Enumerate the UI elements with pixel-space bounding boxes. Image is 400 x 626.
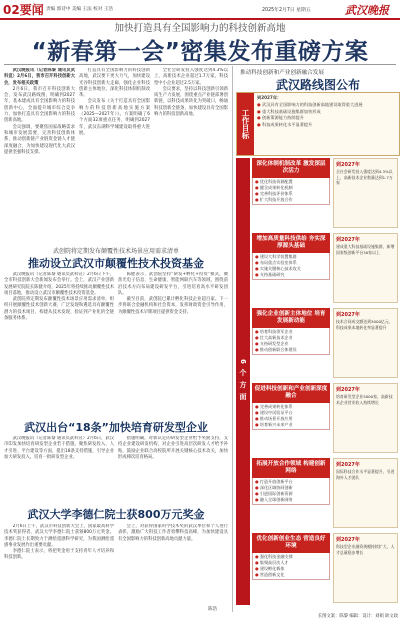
section-label: 02要闻 bbox=[3, 3, 44, 17]
category-items bbox=[252, 253, 330, 280]
category-items bbox=[252, 553, 330, 580]
category-title: 增加高质量科技供给 夯实深厚源头基础 bbox=[252, 233, 330, 253]
work-goals-box bbox=[236, 92, 400, 156]
category-item: 支持基础研究 bbox=[259, 272, 285, 278]
article2-kicker: 武创院将定期发布颠覆性技术场景应用需求清单 bbox=[52, 248, 179, 255]
category-item: 建设中试验证平台 bbox=[259, 410, 293, 416]
article1-byline: 武汉晚报讯（记者陈黎 通讯员武科宣）2月6日，我市召开科技创新大会，发布相关政策 bbox=[4, 68, 75, 86]
bullet-icon: ● bbox=[255, 266, 260, 272]
article4-credit: 陈浩 bbox=[208, 607, 218, 612]
category-block bbox=[252, 308, 330, 355]
bullet-icon: ● bbox=[255, 404, 260, 409]
category-item: 强化科技金融支撑 bbox=[259, 554, 293, 559]
bullet-icon: ● bbox=[255, 416, 260, 422]
article1-paragraph: 全社会研发投入强度达到4.3%以上，高新技术企业超过1.7万家，科技型中小企业超过2.5万家。 bbox=[154, 68, 228, 86]
year-target-box bbox=[333, 458, 398, 528]
article1-column-2 bbox=[79, 68, 150, 243]
year-target-box bbox=[333, 233, 398, 303]
category-item: 优化科技资源配置 bbox=[259, 179, 293, 184]
category-item: 扩大科技开放合作 bbox=[259, 197, 293, 203]
category-items bbox=[252, 328, 330, 355]
article1-paragraph: 2月6日，我市召开科技创新大会，发布武汉路线图，明确到2027年，基本建成具有全国影响力的科技创新中心，全面提升城市综合竞争力，加快打造具有全国影响力的科技创新高地。 bbox=[4, 86, 75, 124]
year-target-text: 培育研发型企业5000家，高新技术企业营业收入持续增长 bbox=[336, 394, 393, 405]
category-items bbox=[252, 478, 330, 505]
category-items bbox=[252, 403, 330, 430]
year-target-year: 到2027年 bbox=[336, 312, 360, 318]
category-item: 培育新兴未来产业 bbox=[259, 422, 293, 428]
bullet-icon: ● bbox=[257, 102, 262, 107]
category-title: 优化创新创业生态 营造良好环境 bbox=[252, 533, 330, 553]
category-title: 深化体制机制改革 激发深层次活力 bbox=[252, 158, 330, 178]
article1-paragraph: 会议发布《关于打造具有全国影响力的科技创新高地实施方案（2025—2027年）》。方案明确了6个方面32项重点任务，明确到2027年，武汉东湖科学城建设取得重大进展。 bbox=[79, 99, 150, 136]
article3-column-2 bbox=[118, 436, 228, 504]
year-target-text: 科技型企业融资规模持续扩大，人才总量稳步增长 bbox=[336, 544, 395, 555]
article2-paragraph: 武创院将定期发布颠覆性技术场景应用需求清单，组织开展颠覆性技术创新大赛，广泛发现和遴选具有颠覆性潜力的技术项目，构建从技术发现、验证到产业化的全链条服务体系。 bbox=[4, 297, 114, 322]
category-item: 建设孵化载体 bbox=[259, 566, 285, 572]
goal-item: ● 科技成果转化水平显著提升 bbox=[257, 121, 313, 127]
roadmap-title: 武汉路线图公布 bbox=[275, 78, 360, 92]
bullet-icon: ● bbox=[255, 560, 260, 566]
six-aspects-label: 6个方面 bbox=[236, 158, 250, 605]
bullet-icon: ● bbox=[257, 121, 262, 127]
category-item: 健全成果转化机制 bbox=[259, 185, 293, 191]
category-title: 强化企业创新主体地位 培育发展新动能 bbox=[252, 308, 330, 328]
category-item: 融入全球创新网络 bbox=[259, 497, 293, 503]
article2-column-2 bbox=[118, 272, 228, 414]
category-item: 推动创新联合体建设 bbox=[259, 347, 297, 353]
article3-paragraph: 武汉晚报讯（记者陈黎 通讯员武科宣）2月6日，武汉市印发加快培育研发型企业若干措施，聚焦研发投入、人才引进、平台建设等方面，提出18条支持措施，引导企业加大研发投入，培育一批研发型企业。 bbox=[4, 436, 114, 460]
graphic-credits: 长图文案：陈黎 编辑：设计：刘娟 耿文政 bbox=[317, 614, 398, 619]
roadmap-kicker: 推动科技创新和产业创新融合发展 bbox=[240, 70, 324, 76]
bullet-icon: ● bbox=[255, 179, 260, 184]
category-item: 实施关键核心技术攻关 bbox=[259, 266, 301, 272]
year-target-year: 到2027年 bbox=[336, 537, 360, 543]
article4-column-2 bbox=[118, 524, 228, 602]
category-item: 培育科技领军企业 bbox=[259, 329, 293, 334]
article1-paragraph: 打造具有全国影响力的科技创新高地，武汉要下更大力气，加快建设光谷科技创新大走廊，强化企业科技创新主体地位，深化科技体制机制改革。 bbox=[79, 68, 150, 99]
newspaper-logo: 武汉晚报 bbox=[345, 4, 389, 17]
bullet-icon: ● bbox=[255, 335, 260, 341]
bullet-icon: ● bbox=[257, 108, 262, 114]
category-items bbox=[252, 178, 330, 205]
year-target-box bbox=[333, 308, 398, 378]
article3-column-1 bbox=[4, 436, 114, 504]
bullet-icon: ● bbox=[255, 422, 260, 428]
year-target-year: 到2027年 bbox=[336, 162, 360, 168]
article4-column-1 bbox=[4, 524, 114, 616]
bullet-icon: ● bbox=[255, 254, 260, 259]
article2-title: 推动设立武汉市颠覆性技术投资基金 bbox=[28, 257, 204, 270]
category-item: 完善成果转化体系 bbox=[259, 404, 293, 409]
work-goals-list bbox=[257, 102, 397, 128]
issue-date: 2025年2月7日 星期五 bbox=[262, 8, 311, 13]
category-block bbox=[252, 233, 330, 280]
year-target-box bbox=[333, 533, 398, 603]
year-target-text: 国际科技合作水平显著提升，引进海外人才团队 bbox=[336, 469, 395, 480]
year-target-box bbox=[333, 158, 398, 228]
bullet-icon: ● bbox=[255, 479, 260, 484]
article3-title: 武汉出台“18条”加快培育研发型企业 bbox=[24, 421, 208, 434]
bullet-icon: ● bbox=[255, 260, 260, 266]
goal-item: ● 创新策源能力持续提升 bbox=[257, 115, 304, 121]
editor-credits: 责编 郭诗中 美编 王法 校对 王浩 bbox=[46, 7, 114, 12]
year-target-text: 建成重大科技基础设施集群，新增国家级创新平台30家以上 bbox=[336, 244, 395, 255]
category-item: 引进国际创新资源 bbox=[259, 491, 293, 497]
goal-item: ● 武汉具有全国影响力的科技创新高地建设取得重大进展 bbox=[257, 102, 363, 107]
bullet-icon: ● bbox=[255, 185, 260, 191]
category-item: 营造创新文化 bbox=[259, 572, 285, 578]
year-target-text: 全社会研发投入强度达到4.3%以上，高新技术企业数量达到1.7万家 bbox=[336, 169, 393, 186]
article4-paragraph: 2月6日上午，武汉市科技创新大会上，国家最高科学技术奖获得者、武汉大学李德仁院士获颁800万元奖金。李德仁院士长期致力于测绘遥感科学研究，为我国测绘遥感事业发展作出重要贡献。 bbox=[4, 524, 114, 548]
article2-column-1 bbox=[4, 272, 114, 414]
main-subhead: 加快打造具有全国影响力的科技创新高地 bbox=[114, 23, 286, 34]
category-item: 集聚高层次人才 bbox=[259, 560, 289, 566]
bullet-icon: ● bbox=[255, 497, 260, 503]
year-target-box bbox=[333, 383, 398, 453]
category-item: 深化区域协同创新 bbox=[259, 485, 293, 491]
bullet-icon: ● bbox=[255, 272, 260, 278]
category-item: 推动场景开放应用 bbox=[259, 416, 293, 422]
bullet-icon: ● bbox=[255, 554, 260, 559]
work-goals-label: 工作目标 bbox=[237, 93, 254, 155]
bullet-icon: ● bbox=[255, 410, 260, 416]
article2-paragraph: 截至目前，武创院已累计孵化科技企业超百家。下一步将联合金融机构和社会资本，发挥财政资金引导作用，为颠覆性技术早期项目提供资金支持。 bbox=[118, 297, 228, 315]
column-divider bbox=[232, 66, 233, 612]
year-target-text: 技术合同成交额达到3000亿元，科技成果本地转化率显著提升 bbox=[336, 319, 393, 330]
category-block bbox=[252, 383, 330, 430]
article4-paragraph: 会上，对获得国家科学技术奖的武汉单位和个人进行表彰，激励广大科技工作者勇攀科技高峰，为加快建设具有全国影响力的科技创新高地贡献力量。 bbox=[118, 524, 228, 542]
bullet-icon: ● bbox=[255, 191, 260, 197]
article4-paragraph: 李德仁院士表示，将把奖金用于支持青年人才培养和科技创新。 bbox=[4, 549, 114, 561]
article2-paragraph: 武汉晚报讯（记者陈黎 通讯员武科宣）2月6日下午，全市科技创新大会新闻发布会举行。会上，武汉产业创新发展研究院院长陈健介绍，2025年将持续推动颠覆性技术项目落地，推动设立武汉市颠覆性技术投资基金。 bbox=[4, 272, 114, 296]
category-item: 支持研发型企业 bbox=[259, 341, 289, 347]
year-target-year: 到2027年 bbox=[336, 462, 360, 468]
article1-paragraph: 会议强调，要聚焦国家战略需求和城市发展需要，完善科技创新体系，推动创新链产业链资金链人才链深度融合，为加快建设现代化大武汉提供坚强科技支撑。 bbox=[4, 124, 75, 155]
article2-paragraph: 陈健表示，武创院坚持“研发+孵化+投资”模式，聚焦光电子信息、生命健康、智能网联汽车等领域，围绕前沿技术方向布局建设研发平台，引进培育高水平研发团队。 bbox=[118, 272, 228, 296]
bullet-icon: ● bbox=[255, 341, 260, 347]
bullet-icon: ● bbox=[255, 197, 260, 203]
bullet-icon: ● bbox=[255, 572, 260, 578]
bullet-icon: ● bbox=[255, 485, 260, 491]
article1-column-3 bbox=[154, 68, 228, 243]
category-block bbox=[252, 533, 330, 580]
category-item: 建设大科学装置集群 bbox=[259, 254, 297, 259]
main-headline: “新春第一会”密集发布重磅方案 bbox=[31, 39, 369, 65]
masthead bbox=[0, 0, 400, 20]
category-title: 拓展开放合作领域 构建创新网络 bbox=[252, 458, 330, 478]
bullet-icon: ● bbox=[255, 329, 260, 334]
category-title: 促进科技创新和产业创新深度融合 bbox=[252, 383, 330, 403]
category-block bbox=[252, 458, 330, 505]
bullet-icon: ● bbox=[257, 115, 262, 121]
year-target-year: 到2027年 bbox=[336, 237, 360, 243]
article1-paragraph: 会议要求，坚持以科技创新引领新质生产力发展，围绕重点产业链部署创新链，以科技成果转化为突破口，畅通科技创新全链条，加快建设具有全国影响力的科技创新高地。 bbox=[154, 86, 228, 118]
category-block bbox=[252, 158, 330, 205]
article1-column-1 bbox=[4, 68, 75, 243]
category-item: 完善科技评价体系 bbox=[259, 191, 293, 197]
bullet-icon: ● bbox=[255, 566, 260, 572]
category-item: 布局重点实验室体系 bbox=[259, 260, 297, 266]
article3-paragraph: 措施明确，对新认定的研发型企业给予奖励支持，支持企业建设研发机构，对企业引进高层次研发人才给予补贴，鼓励企业联合高校院所开展关键核心技术攻关，加快形成梯次培育格局。 bbox=[118, 436, 228, 460]
goal-item: ● 重大科技基础设施集群加快形成 bbox=[257, 108, 321, 114]
article4-title: 武汉大学李德仁院士获800万元奖金 bbox=[27, 508, 205, 521]
year-target-year: 到2027年 bbox=[336, 387, 360, 393]
bullet-icon: ● bbox=[255, 491, 260, 497]
divider bbox=[4, 64, 396, 65]
category-item: 壮大高新技术企业 bbox=[259, 335, 293, 341]
work-goals-lead: 到2027年： bbox=[257, 95, 282, 100]
category-item: 打造开放创新平台 bbox=[259, 479, 293, 484]
bullet-icon: ● bbox=[255, 347, 260, 353]
